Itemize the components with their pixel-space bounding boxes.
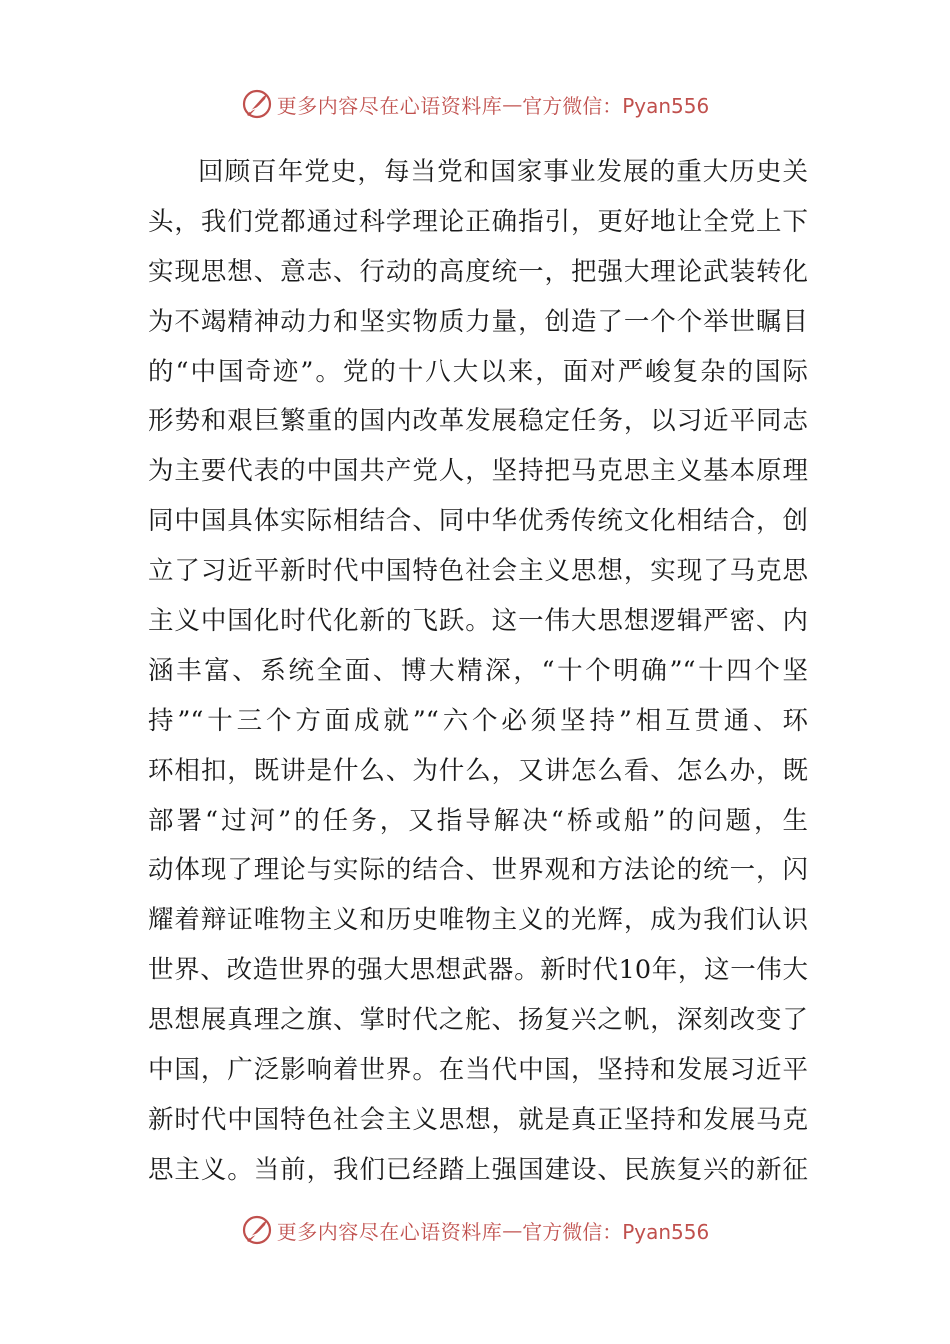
- text-line: 实现思想、意志、行动的高度统一，把强大理论武装转化: [148, 256, 808, 287]
- text-line: 头，我们党都通过科学理论正确指引，更好地让全党上下: [148, 206, 808, 237]
- text-line: 世界、改造世界的强大思想武器。新时代10年，这一伟大: [148, 955, 808, 986]
- footer-contact: 官方微信：Pyan556: [522, 1219, 710, 1244]
- text-line: 部署“过河”的任务，又指导解决“桥或船”的问题，生: [148, 805, 808, 836]
- text-line: 为主要代表的中国共产党人，坚持把马克思主义基本原理: [148, 456, 808, 487]
- text-line: 立了习近平新时代中国特色社会主义思想，实现了马克思: [148, 556, 808, 587]
- footer-separator: —: [502, 1218, 523, 1242]
- text-line: 动体现了理论与实际的结合、世界观和方法论的统一，闪: [148, 855, 808, 886]
- pen-nib-logo-icon: [241, 88, 273, 120]
- text-line: 回顾百年党史，每当党和国家事业发展的重大历史关: [198, 157, 808, 187]
- text-line: 同中国具体实际相结合、同中华优秀传统文化相结合，创: [148, 506, 808, 537]
- footer-brand-text: 更多内容尽在心语资料库: [276, 1219, 503, 1244]
- header-banner: [0, 84, 950, 124]
- text-line: 为不竭精神动力和坚实物质力量，创造了一个个举世瞩目: [148, 306, 808, 337]
- text-line: 中国，广泛影响着世界。在当代中国，坚持和发展习近平: [148, 1055, 808, 1086]
- header-separator: —: [502, 92, 523, 116]
- body-paragraph: [148, 148, 808, 1196]
- pen-nib-logo-icon: [241, 1214, 273, 1246]
- header-brand-text: 更多内容尽在心语资料库: [276, 93, 503, 118]
- text-line: 耀着辩证唯物主义和历史唯物主义的光辉，成为我们认识: [148, 905, 808, 936]
- text-line: 环相扣，既讲是什么、为什么，又讲怎么看、怎么办，既: [148, 755, 808, 786]
- text-line: 主义中国化时代化新的飞跃。这一伟大思想逻辑严密、内: [148, 606, 808, 637]
- text-line: 持”“十三个方面成就”“六个必须坚持”相互贯通、环: [148, 705, 808, 736]
- text-line: 思主义。当前，我们已经踏上强国建设、民族复兴的新征: [148, 1154, 808, 1185]
- text-line: 思想展真理之旗、掌时代之舵、扬复兴之帆，深刻改变了: [148, 1005, 808, 1036]
- text-line: 形势和艰巨繁重的国内改革发展稳定任务，以习近平同志: [148, 406, 808, 437]
- text-line: 新时代中国特色社会主义思想，就是真正坚持和发展马克: [148, 1104, 808, 1135]
- text-line: 涵丰富、系统全面、博大精深，“十个明确”“十四个坚: [148, 655, 808, 686]
- header-contact: 官方微信：Pyan556: [522, 93, 710, 118]
- footer-banner: [0, 1210, 950, 1250]
- text-line: 的“中国奇迹”。党的十八大以来，面对严峻复杂的国际: [148, 356, 808, 387]
